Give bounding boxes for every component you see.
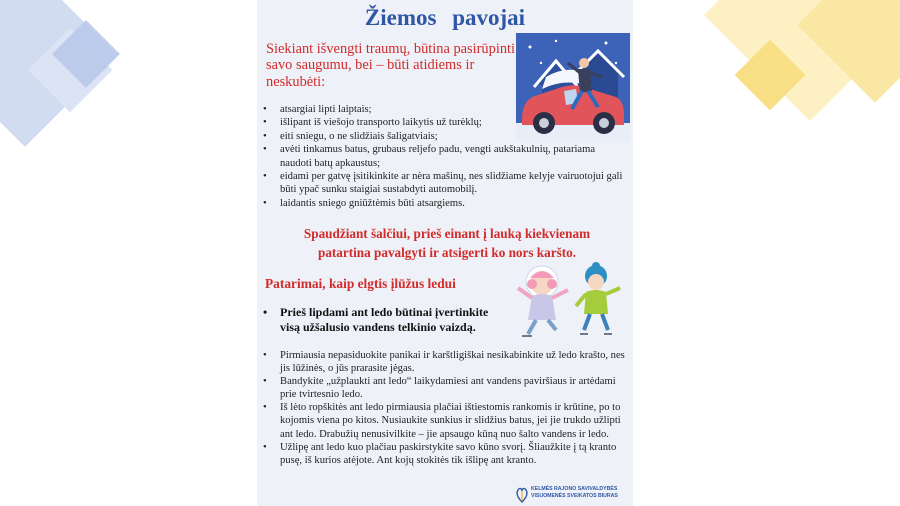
- list-item: • Pirmiausia nepasiduokite panikai ir karštligiškai nesikabinkite už ledo krašto, nes jis lūžinės, o jūs prarasite jėgas.: [257, 349, 629, 375]
- list-item: • avėti tinkamus batus, grubaus reljefo padu, vengti aukštakulnių, patariama naudoti batų apkaustus;: [257, 143, 629, 170]
- poster-title: Žiemos pavojai: [364, 5, 526, 30]
- list-item: • Bandykite „užplaukti ant ledo“ laikydamiesi ant vandens paviršiaus ir artėdami prie tvirtesnio ledo.: [257, 375, 629, 401]
- skating-kids-illustration: [492, 258, 632, 348]
- logo-text: [531, 486, 618, 500]
- list-item: • Užlipę ant ledo kuo plačiau paskirstykite savo kūno svorį. Šliaužkite į tą kranto pusę, iš kurios atėjote. Ant kojų stokitės tik išlipę ant kranto.: [257, 441, 629, 467]
- ice-heading: Patarimai, kaip elgtis įlūžus ledui: [265, 276, 456, 291]
- list-item: • eiti sniegu, o ne slidžiais šaligatviais;: [257, 130, 629, 143]
- logo-line-1: KELMĖS RAJONO SAVIVALDYBĖS: [531, 486, 618, 492]
- list-item: • išlipant iš viešojo transporto laikytis už turėklų;: [257, 116, 629, 129]
- logo-line-2: VISUOMENĖS SVEIKATOS BIURAS: [531, 493, 618, 499]
- ice-key-tip-list: [257, 305, 497, 335]
- list-item: • Prieš lipdami ant ledo būtinai įvertinkite visą užšalusio vandens telkinio vaizdą.: [257, 305, 497, 335]
- organization-logo: [515, 483, 633, 505]
- ice-tips-list: [257, 349, 629, 467]
- heart-logo-icon: [515, 484, 529, 504]
- cold-advice: Spaudžiant šalčiui, prieš einant į lauką kiekvienam patartina pavalgyti ir atsigerti ko nors karšto.: [303, 226, 591, 260]
- list-item: • laidantis sniego gniūžtėmis būti atsargiems.: [257, 197, 629, 210]
- list-item: • Iš lėto ropškitės ant ledo pirmiausia plačiai ištiestomis rankomis ir krūtine, po to kojomis viena po kitos. Nusiaukite sunkius ir slidžius batus, jei jie trukdo užlipti ant ledo. Drabužių nenusivilkite – jie apsaugo kūną nuo šalto vandens ir ledo.: [257, 401, 629, 440]
- winter-safety-poster: [257, 0, 633, 506]
- intro-text: Siekiant išvengti traumų, būtina pasirūpinti savo saugumu, bei – būti atidiems ir neskubėti:: [266, 41, 516, 90]
- list-item: • eidami per gatvę įsitikinkite ar nėra mašinų, nes slidžiame kelyje vairuotojui gali būti ypač sunku staigiai sustabdyti automobilį.: [257, 170, 629, 197]
- list-item: • atsargiai lipti laiptais;: [257, 103, 629, 116]
- safety-tips-list: [257, 103, 629, 210]
